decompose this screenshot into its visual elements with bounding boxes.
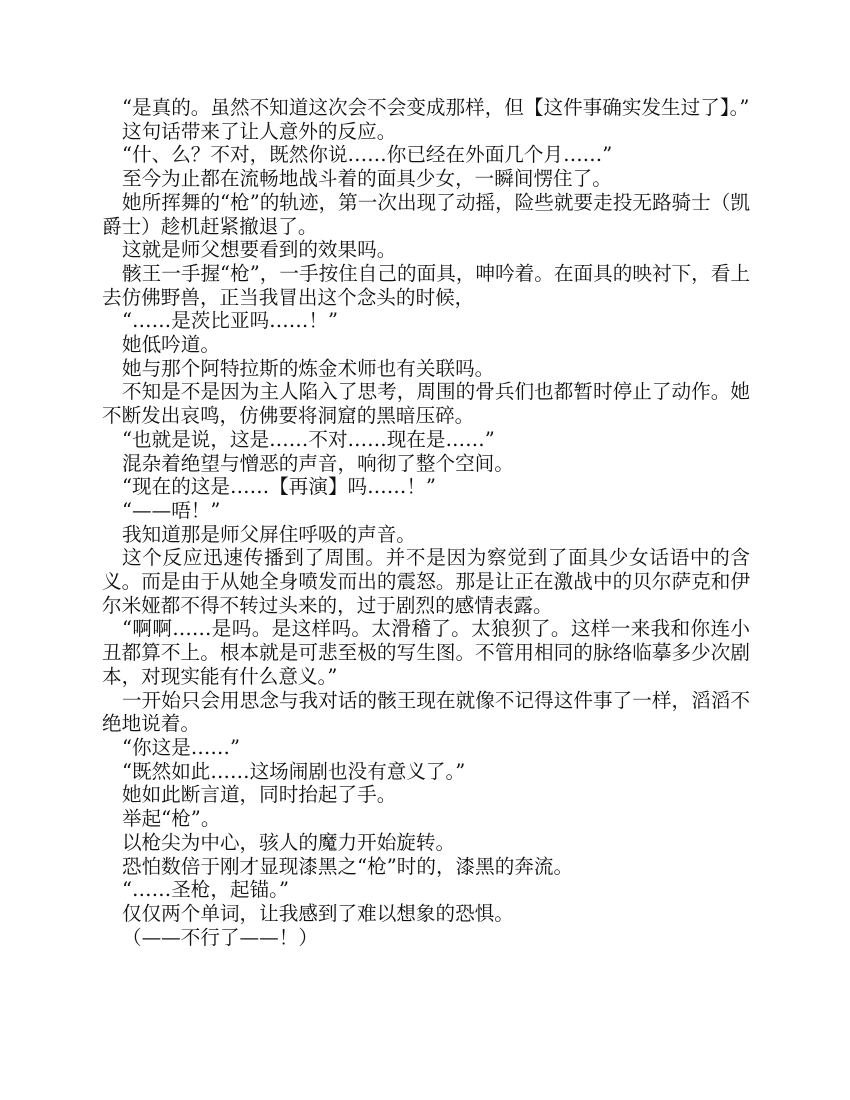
paragraph: “既然如此……这场闹剧也没有意义了。” <box>122 759 466 783</box>
paragraph: “是真的。虽然不知道这次会不会变成那样，但【这件事确实发生过了】。” <box>122 96 750 119</box>
paragraph: “啊啊……是吗。是这样吗。太滑稽了。太狼狈了。这样一来我和你连小丑都算不上。根本就是可悲至极的写生图。不管用相同的脉络临摹多少次剧本，对现实能有什么意义。” <box>102 617 750 688</box>
paragraph: “什、么？不对，既然你说……你已经在外面几个月……” <box>122 143 613 167</box>
paragraph: 混杂着绝望与憎恶的声音，响彻了整个空间。 <box>122 451 514 475</box>
paragraph: “也就是说，这是……不对……现在是……” <box>122 427 495 451</box>
paragraph: 骸王一手握“枪”，一手按住自己的面具，呻吟着。在面具的映衬下，看上去仿佛野兽，正当我冒出这个念头的时候， <box>102 261 750 309</box>
paragraph: 这就是师父想要看到的效果吗。 <box>122 238 397 262</box>
paragraph: “……圣枪，起锚。” <box>122 878 289 902</box>
paragraph: 她低吟道。 <box>122 333 220 357</box>
paragraph: 她如此断言道，同时抬起了手。 <box>122 783 397 807</box>
paragraph: 一开始只会用思念与我对话的骸王现在就像不记得这件事了一样，滔滔不绝地说着。 <box>102 688 750 736</box>
paragraph: 以枪尖为中心，骇人的魔力开始旋转。 <box>122 830 456 854</box>
paragraph: 她与那个阿特拉斯的炼金术师也有关联吗。 <box>122 356 495 380</box>
paragraph: 至今为止都在流畅地战斗着的面具少女，一瞬间愣住了。 <box>122 167 612 191</box>
paragraph: 她所挥舞的“枪”的轨迹，第一次出现了动摇，险些就要走投无路骑士（凯爵士）趁机赶紧撤退了。 <box>102 190 750 238</box>
paragraph: 仅仅两个单词，让我感到了难以想象的恐惧。 <box>122 901 514 925</box>
paragraph: “现在的这是……【再演】吗……！” <box>122 475 436 499</box>
paragraph: 我知道那是师父屏住呼吸的声音。 <box>122 522 416 546</box>
paragraph: 举起“枪”。 <box>122 807 221 831</box>
paragraph: “——唔！” <box>122 498 221 522</box>
paragraph: 恐怕数倍于刚才显现漆黑之“枪”时的，漆黑的奔流。 <box>122 854 574 878</box>
paragraph: 这个反应迅速传播到了周围。并不是因为察觉到了面具少女话语中的含义。而是由于从她全身喷发而出的震怒。那是让正在激战中的贝尔萨克和伊尔米娅都不得不转过头来的，过于剧烈的感情表露。 <box>102 546 750 617</box>
paragraph: “你这是……” <box>122 735 241 759</box>
paragraph: “……是茨比亚吗……！” <box>122 309 338 333</box>
body-text <box>102 96 750 949</box>
paragraph: （——不行了——！） <box>122 925 318 949</box>
paragraph: 不知是不是因为主人陷入了思考，周围的骨兵们也都暂时停止了动作。她不断发出哀鸣，仿佛要将洞窟的黑暗压碎。 <box>102 380 750 428</box>
paragraph: 这句话带来了让人意外的反应。 <box>122 119 397 143</box>
